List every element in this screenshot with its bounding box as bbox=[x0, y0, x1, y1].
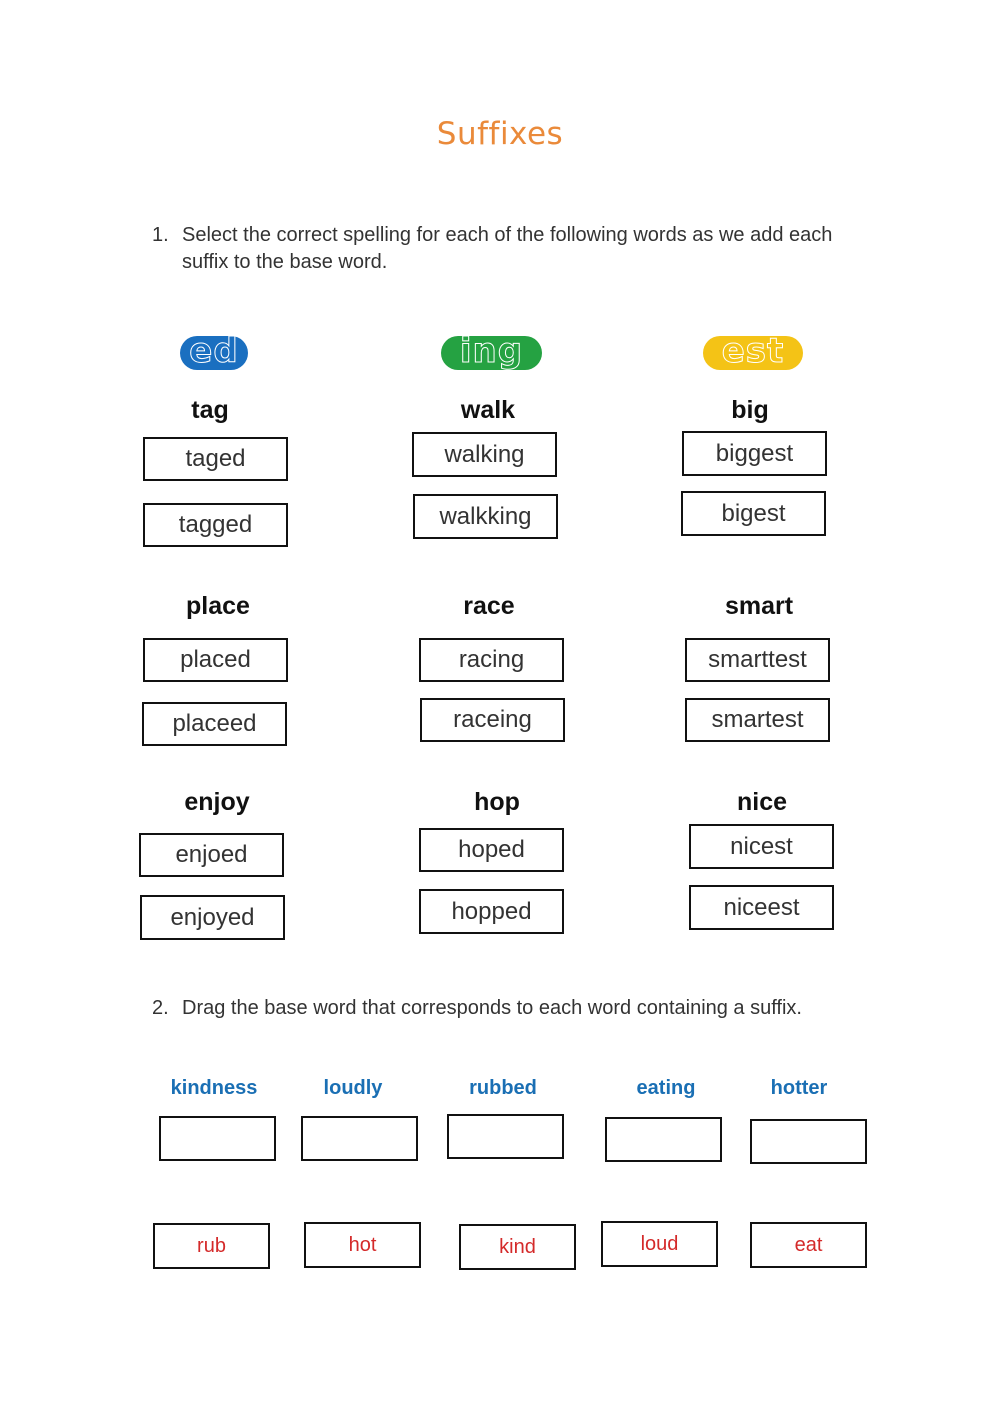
base-word-place: place bbox=[186, 592, 250, 620]
question-1-number: 1. bbox=[152, 224, 169, 246]
option-enjoed[interactable]: enjoed bbox=[139, 833, 284, 877]
question-1 bbox=[152, 222, 892, 282]
option-niceest[interactable]: niceest bbox=[689, 885, 834, 930]
option-hoped[interactable]: hoped bbox=[419, 828, 564, 872]
option-raceing[interactable]: raceing bbox=[420, 698, 565, 742]
drag-chip-hot[interactable]: hot bbox=[304, 1222, 421, 1268]
question-2-number: 2. bbox=[152, 997, 169, 1019]
base-word-race: race bbox=[463, 592, 515, 620]
option-walkking[interactable]: walkking bbox=[413, 494, 558, 539]
option-hopped[interactable]: hopped bbox=[419, 889, 564, 934]
option-smartest[interactable]: smartest bbox=[685, 698, 830, 742]
base-word-enjoy: enjoy bbox=[184, 788, 250, 816]
suffix-est-badge bbox=[703, 331, 803, 371]
target-word-eating: eating bbox=[636, 1077, 696, 1099]
suffix-ing-label: ing bbox=[459, 331, 524, 371]
suffix-ed-badge bbox=[180, 331, 248, 371]
option-smarttest[interactable]: smarttest bbox=[685, 638, 830, 682]
option-racing[interactable]: racing bbox=[419, 638, 564, 682]
drag-chip-rub[interactable]: rub bbox=[153, 1223, 270, 1269]
question-2-text: Drag the base word that corresponds to each word containing a suffix. bbox=[182, 997, 802, 1019]
option-taged[interactable]: taged bbox=[143, 437, 288, 481]
target-word-loudly: loudly bbox=[323, 1077, 383, 1099]
drag-chip-eat[interactable]: eat bbox=[750, 1222, 867, 1268]
drop-box-loudly[interactable] bbox=[301, 1116, 418, 1161]
option-nicest[interactable]: nicest bbox=[689, 824, 834, 869]
base-word-walk: walk bbox=[460, 396, 516, 424]
page-title: Suffixes bbox=[436, 116, 564, 152]
drop-box-rubbed[interactable] bbox=[447, 1114, 564, 1159]
option-placed[interactable]: placed bbox=[143, 638, 288, 682]
target-word-hotter: hotter bbox=[770, 1077, 828, 1099]
option-placeed[interactable]: placeed bbox=[142, 702, 287, 746]
option-enjoyed[interactable]: enjoyed bbox=[140, 895, 285, 940]
target-word-kindness: kindness bbox=[170, 1077, 258, 1099]
option-bigest[interactable]: bigest bbox=[681, 491, 826, 536]
drop-box-eating[interactable] bbox=[605, 1117, 722, 1162]
suffix-ing-badge bbox=[441, 331, 542, 371]
target-word-rubbed: rubbed bbox=[469, 1077, 537, 1099]
base-word-tag: tag bbox=[191, 396, 229, 424]
drop-box-hotter[interactable] bbox=[750, 1119, 867, 1164]
option-walking[interactable]: walking bbox=[412, 432, 557, 477]
option-tagged[interactable]: tagged bbox=[143, 503, 288, 547]
base-word-hop: hop bbox=[474, 788, 520, 816]
drop-box-kindness[interactable] bbox=[159, 1116, 276, 1161]
base-word-smart: smart bbox=[724, 592, 794, 620]
base-word-big: big bbox=[731, 396, 769, 424]
option-biggest[interactable]: biggest bbox=[682, 431, 827, 476]
drag-chip-loud[interactable]: loud bbox=[601, 1221, 718, 1267]
question-2 bbox=[152, 995, 912, 1025]
drag-chip-kind[interactable]: kind bbox=[459, 1224, 576, 1270]
base-word-nice: nice bbox=[736, 788, 788, 816]
suffix-est-label: est bbox=[721, 331, 785, 371]
suffix-ed-label: ed bbox=[189, 331, 239, 371]
question-1-text: Select the correct spelling for each of the following words as we add each suffix to the base word. bbox=[182, 224, 833, 273]
